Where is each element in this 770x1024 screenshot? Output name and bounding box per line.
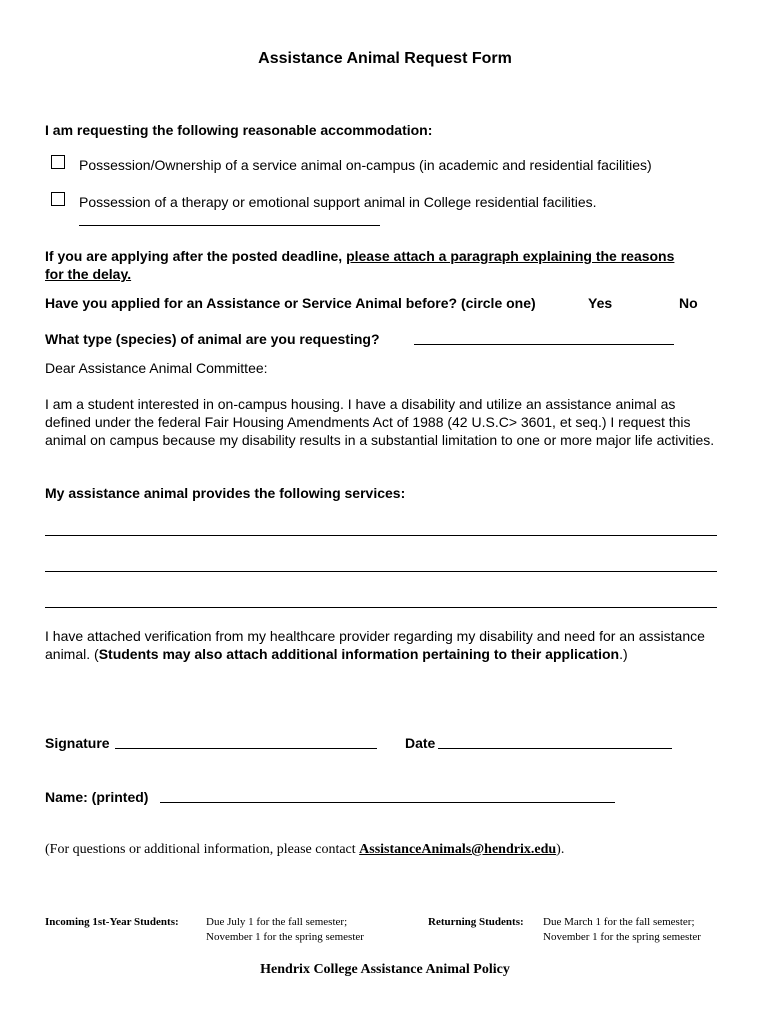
returning-deadline-1: Due March 1 for the fall semester; [543, 916, 695, 928]
returning-label: Returning Students: [428, 916, 524, 928]
date-line[interactable] [438, 748, 672, 749]
contact-email-link[interactable]: AssistanceAnimals@hendrix.edu [359, 842, 557, 857]
salutation: Dear Assistance Animal Committee: [45, 360, 268, 376]
deadline-instruction: please attach a paragraph explaining the reasons [346, 248, 675, 264]
services-line-3[interactable] [45, 607, 717, 608]
no-option[interactable]: No [679, 295, 698, 311]
services-heading: My assistance animal provides the following services: [45, 485, 406, 501]
incoming-deadline-2: November 1 for the spring semester [206, 931, 364, 943]
signature-line[interactable] [115, 748, 377, 749]
services-line-1[interactable] [45, 535, 717, 536]
support-animal-option-label: Possession of a therapy or emotional support animal in College residential facilities. [79, 194, 597, 210]
applied-before-question: Have you applied for an Assistance or Service Animal before? (circle one) [45, 295, 536, 311]
deadline-instruction-end: for the delay. [45, 266, 132, 282]
yes-option[interactable]: Yes [588, 295, 613, 311]
species-question: What type (species) of animal are you requesting? [45, 331, 380, 347]
incoming-deadline-1: Due July 1 for the fall semester; [206, 916, 348, 928]
footer-policy: Hendrix College Assistance Animal Policy [260, 962, 510, 977]
contact-line: (For questions or additional information, please contact AssistanceAnimals@hendrix.edu). [45, 842, 565, 857]
deadline-notice: If you are applying after the posted deadline, please attach a paragraph explaining the reasons for the delay. [45, 248, 675, 282]
service-animal-option-label: Possession/Ownership of a service animal on-campus (in academic and residential facilities) [79, 157, 652, 173]
service-animal-checkbox[interactable] [51, 155, 65, 169]
date-label: Date [405, 735, 436, 751]
species-input-line[interactable] [414, 344, 674, 345]
option-blank-line[interactable] [79, 225, 380, 226]
incoming-label: Incoming 1st-Year Students: [45, 916, 179, 928]
verification-statement: I have attached verification from my healthcare provider regarding my disability and need for an assistance animal. (Students may also attach additional information pertaining to their application.) [45, 628, 705, 662]
name-line[interactable] [160, 802, 615, 803]
signature-label: Signature [45, 735, 110, 751]
form-title: Assistance Animal Request Form [258, 50, 512, 67]
letter-body: I am a student interested in on-campus housing. I have a disability and utilize an assistance animal as defined under the federal Fair Housing Amendments Act of 1988 (42 U.S.C> 3601, et seq.) I request this animal on campus because my disability results in a substantial limitation to one or more major life activities. [45, 396, 715, 448]
accommodation-heading: I am requesting the following reasonable accommodation: [45, 122, 433, 138]
services-line-2[interactable] [45, 571, 717, 572]
verification-bold-note: Students may also attach additional information pertaining to their application [98, 646, 620, 662]
name-label: Name: (printed) [45, 789, 149, 805]
support-animal-checkbox[interactable] [51, 192, 65, 206]
returning-deadline-2: November 1 for the spring semester [543, 931, 701, 943]
